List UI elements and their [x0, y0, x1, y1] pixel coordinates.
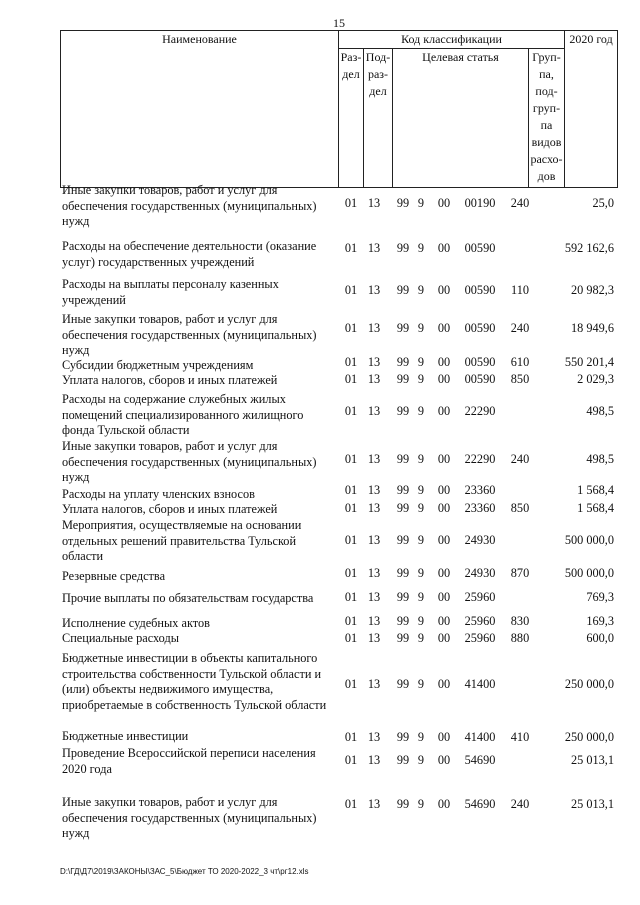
cell-target-code: 24930 [464, 533, 496, 547]
cell-amount: 25,0 [592, 196, 614, 210]
cell-target-subprogram: 9 [417, 753, 425, 767]
cell-target-code: 22290 [464, 404, 496, 418]
cell-target-code: 25960 [464, 631, 496, 645]
cell-razdel: 01 [344, 372, 358, 386]
header-group-line: груп- [532, 101, 561, 115]
cell-podrazdel: 13 [367, 196, 381, 210]
cell-target-subprogram: 9 [417, 452, 425, 466]
cell-amount: 250 000,0 [564, 730, 614, 744]
cell-razdel: 01 [344, 533, 358, 547]
cell-target-program: 99 [396, 566, 410, 580]
header-name: Наименование [61, 31, 339, 188]
header-group-line: под- [535, 84, 558, 98]
header-podrazdel-line: Под- [365, 50, 391, 64]
cell-target-program: 99 [396, 614, 410, 628]
cell-amount: 500 000,0 [564, 533, 614, 547]
cell-expense-type: 240 [510, 321, 530, 335]
cell-target-direction: 00 [437, 483, 451, 497]
cell-amount: 592 162,6 [564, 241, 614, 255]
cell-amount: 1 568,4 [577, 483, 614, 497]
cell-target-program: 99 [396, 241, 410, 255]
cell-amount: 550 201,4 [564, 355, 614, 369]
cell-amount: 25 013,1 [570, 797, 614, 811]
cell-amount: 25 013,1 [570, 753, 614, 767]
cell-target-code: 00590 [464, 283, 496, 297]
cell-expense-type: 880 [510, 631, 530, 645]
cell-target-program: 99 [396, 753, 410, 767]
cell-target-subprogram: 9 [417, 533, 425, 547]
cell-target-code: 24930 [464, 566, 496, 580]
cell-amount: 250 000,0 [564, 677, 614, 691]
cell-target-program: 99 [396, 590, 410, 604]
cell-target-program: 99 [396, 355, 410, 369]
cell-razdel: 01 [344, 452, 358, 466]
cell-target-code: 25960 [464, 590, 496, 604]
cell-target-subprogram: 9 [417, 483, 425, 497]
cell-target-program: 99 [396, 452, 410, 466]
cell-podrazdel: 13 [367, 355, 381, 369]
cell-expense-type: 870 [510, 566, 530, 580]
cell-razdel: 01 [344, 241, 358, 255]
cell-razdel: 01 [344, 677, 358, 691]
cell-target-code: 54690 [464, 753, 496, 767]
header-group-line: Груп- [532, 50, 561, 64]
cell-razdel: 01 [344, 614, 358, 628]
cell-amount: 498,5 [586, 404, 614, 418]
cell-name: Расходы на уплату членских взносов [62, 487, 255, 501]
cell-expense-type: 110 [511, 283, 529, 297]
cell-target-direction: 00 [437, 283, 451, 297]
cell-target-direction: 00 [437, 321, 451, 335]
cell-target-program: 99 [396, 797, 410, 811]
cell-name: Исполнение судебных актов [62, 616, 210, 630]
cell-name: Иные закупки товаров, работ и услуг для обеспечения государственных (муниципальных) нужд [62, 795, 317, 841]
cell-expense-type: 610 [510, 355, 530, 369]
cell-target-program: 99 [396, 283, 410, 297]
header-podrazdel-line: раз- [367, 67, 389, 81]
cell-target-program: 99 [396, 631, 410, 645]
cell-target-program: 99 [396, 533, 410, 547]
cell-expense-type: 240 [510, 797, 530, 811]
cell-podrazdel: 13 [367, 677, 381, 691]
header-group-line: па, [539, 67, 554, 81]
cell-amount: 2 029,3 [577, 372, 614, 386]
cell-podrazdel: 13 [367, 283, 381, 297]
cell-amount: 20 982,3 [570, 283, 614, 297]
cell-target-program: 99 [396, 196, 410, 210]
cell-razdel: 01 [344, 730, 358, 744]
cell-name: Иные закупки товаров, работ и услуг для обеспечения государственных (муниципальных) нужд [62, 183, 317, 229]
cell-target-subprogram: 9 [417, 614, 425, 628]
cell-target-direction: 00 [437, 355, 451, 369]
cell-target-subprogram: 9 [417, 730, 425, 744]
cell-expense-type: 240 [510, 196, 530, 210]
cell-name: Проведение Всероссийской переписи населения 2020 года [62, 746, 316, 776]
cell-razdel: 01 [344, 590, 358, 604]
cell-target-program: 99 [396, 677, 410, 691]
cell-podrazdel: 13 [367, 566, 381, 580]
cell-amount: 600,0 [586, 631, 614, 645]
header-razdel-line: Раз- [340, 50, 362, 64]
cell-podrazdel: 13 [367, 590, 381, 604]
cell-target-direction: 00 [437, 241, 451, 255]
cell-target-code: 22290 [464, 452, 496, 466]
cell-razdel: 01 [344, 753, 358, 767]
cell-target-subprogram: 9 [417, 566, 425, 580]
cell-target-direction: 00 [437, 533, 451, 547]
cell-razdel: 01 [344, 483, 358, 497]
cell-amount: 769,3 [586, 590, 614, 604]
cell-target-code: 00590 [464, 372, 496, 386]
cell-podrazdel: 13 [367, 730, 381, 744]
cell-name: Субсидии бюджетным учреждениям [62, 358, 254, 372]
cell-amount: 169,3 [586, 614, 614, 628]
cell-name: Уплата налогов, сборов и иных платежей [62, 373, 278, 387]
header-group-line: па [540, 118, 553, 132]
cell-razdel: 01 [344, 404, 358, 418]
cell-razdel: 01 [344, 566, 358, 580]
cell-target-direction: 00 [437, 797, 451, 811]
cell-name: Расходы на содержание служебных жилых помещений специализированного жилищного фонда Тульской области [62, 392, 304, 438]
cell-target-code: 00590 [464, 355, 496, 369]
cell-name: Резервные средства [62, 569, 166, 583]
cell-podrazdel: 13 [367, 483, 381, 497]
cell-expense-type: 410 [510, 730, 530, 744]
file-path-footer: D:\ГД\Д7\2019\ЗАКОНЫ\ЗАС_5\Бюджет ТО 2020-2022_3 чт\рг12.xls [60, 867, 309, 876]
cell-target-program: 99 [396, 501, 410, 515]
cell-target-program: 99 [396, 730, 410, 744]
cell-target-direction: 00 [437, 404, 451, 418]
header-razdel-line: дел [342, 67, 360, 81]
cell-target-code: 00590 [464, 321, 496, 335]
cell-target-subprogram: 9 [417, 501, 425, 515]
cell-target-direction: 00 [437, 452, 451, 466]
cell-podrazdel: 13 [367, 614, 381, 628]
header-year: 2020 год [565, 31, 618, 188]
cell-target-code: 23360 [464, 501, 496, 515]
cell-expense-type: 240 [510, 452, 530, 466]
cell-podrazdel: 13 [367, 501, 381, 515]
cell-podrazdel: 13 [367, 797, 381, 811]
cell-target-program: 99 [396, 483, 410, 497]
cell-amount: 500 000,0 [564, 566, 614, 580]
cell-podrazdel: 13 [367, 452, 381, 466]
cell-target-direction: 00 [437, 753, 451, 767]
cell-razdel: 01 [344, 631, 358, 645]
cell-podrazdel: 13 [367, 631, 381, 645]
cell-target-code: 41400 [464, 677, 496, 691]
page-number: 15 [333, 16, 345, 30]
cell-razdel: 01 [344, 283, 358, 297]
cell-amount: 1 568,4 [577, 501, 614, 515]
cell-target-direction: 00 [437, 372, 451, 386]
cell-name: Расходы на обеспечение деятельности (оказание услуг) государственных учреждений [62, 239, 317, 269]
cell-target-direction: 00 [437, 677, 451, 691]
cell-target-code: 00190 [464, 196, 496, 210]
cell-name: Иные закупки товаров, работ и услуг для обеспечения государственных (муниципальных) нужд [62, 312, 317, 358]
cell-target-subprogram: 9 [417, 241, 425, 255]
cell-target-program: 99 [396, 372, 410, 386]
cell-name: Специальные расходы [62, 631, 179, 645]
cell-name: Бюджетные инвестиции в объекты капитального строительства собственности Тульской области и (или) объекты недвижимого имущества, приобретаемые в собственность Тульской области [62, 651, 327, 712]
cell-podrazdel: 13 [367, 533, 381, 547]
cell-name: Уплата налогов, сборов и иных платежей [62, 502, 278, 516]
cell-expense-type: 850 [510, 501, 530, 515]
cell-target-program: 99 [396, 404, 410, 418]
cell-target-subprogram: 9 [417, 196, 425, 210]
cell-target-direction: 00 [437, 631, 451, 645]
cell-razdel: 01 [344, 797, 358, 811]
cell-name: Бюджетные инвестиции [62, 729, 189, 743]
cell-name: Мероприятия, осуществляемые на основании отдельных решений правительства Тульской области [62, 518, 302, 564]
cell-target-direction: 00 [437, 566, 451, 580]
cell-amount: 498,5 [586, 452, 614, 466]
cell-expense-type: 830 [510, 614, 530, 628]
cell-podrazdel: 13 [367, 753, 381, 767]
cell-target-code: 54690 [464, 797, 496, 811]
cell-razdel: 01 [344, 501, 358, 515]
header-classification: Код классификации [339, 31, 565, 49]
cell-amount: 18 949,6 [570, 321, 614, 335]
cell-target-program: 99 [396, 321, 410, 335]
cell-target-subprogram: 9 [417, 677, 425, 691]
cell-target-subprogram: 9 [417, 631, 425, 645]
cell-target-code: 25960 [464, 614, 496, 628]
cell-name: Иные закупки товаров, работ и услуг для обеспечения государственных (муниципальных) нужд [62, 439, 317, 485]
cell-razdel: 01 [344, 355, 358, 369]
header-group-line: видов [531, 135, 562, 149]
cell-podrazdel: 13 [367, 321, 381, 335]
cell-target-code: 41400 [464, 730, 496, 744]
cell-target-subprogram: 9 [417, 355, 425, 369]
cell-target-direction: 00 [437, 730, 451, 744]
cell-target-direction: 00 [437, 614, 451, 628]
cell-target-direction: 00 [437, 501, 451, 515]
cell-podrazdel: 13 [367, 241, 381, 255]
cell-razdel: 01 [344, 321, 358, 335]
cell-target-subprogram: 9 [417, 797, 425, 811]
cell-expense-type: 850 [510, 372, 530, 386]
cell-target-code: 23360 [464, 483, 496, 497]
cell-name: Прочие выплаты по обязательствам государства [62, 591, 314, 605]
cell-target-subprogram: 9 [417, 321, 425, 335]
cell-target-subprogram: 9 [417, 372, 425, 386]
cell-razdel: 01 [344, 196, 358, 210]
cell-target-direction: 00 [437, 196, 451, 210]
cell-target-subprogram: 9 [417, 404, 425, 418]
header-podrazdel-line: дел [369, 84, 387, 98]
cell-podrazdel: 13 [367, 372, 381, 386]
header-group-line: дов [537, 169, 556, 183]
cell-target-code: 00590 [464, 241, 496, 255]
cell-podrazdel: 13 [367, 404, 381, 418]
header-target: Целевая статья [393, 49, 529, 188]
header-group-line: расхо- [530, 152, 563, 166]
cell-target-subprogram: 9 [417, 590, 425, 604]
cell-target-direction: 00 [437, 590, 451, 604]
cell-name: Расходы на выплаты персоналу казенных учреждений [62, 277, 279, 307]
cell-target-subprogram: 9 [417, 283, 425, 297]
